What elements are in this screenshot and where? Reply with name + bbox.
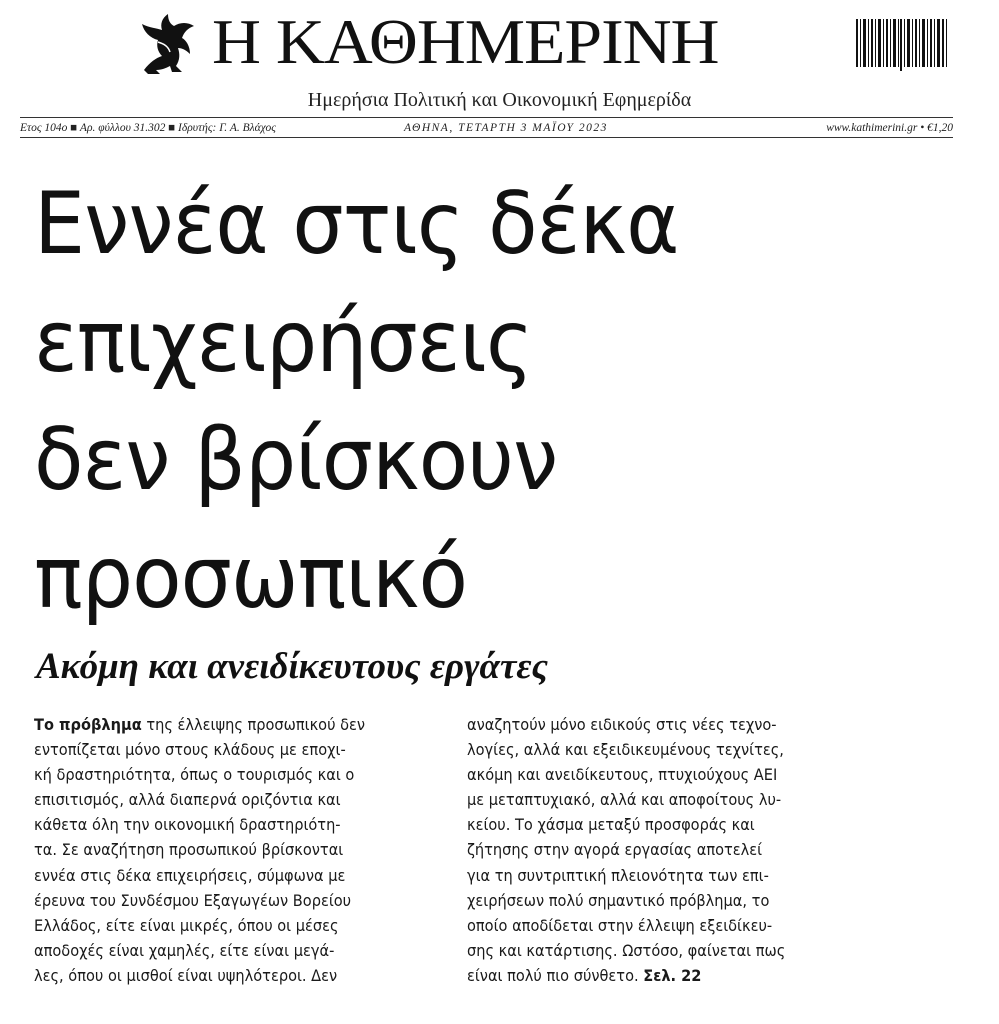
article-line: εντοπίζεται μόνο στους κλάδους με εποχι- (34, 740, 346, 760)
article-text: είναι πολύ πιο σύνθετο. (467, 965, 644, 985)
article-line: ζήτησης στην αγορά εργασίας αποτελεί (467, 840, 763, 860)
article-line: με μεταπτυχιακό, αλλά και αποφοίτους λυ- (467, 790, 782, 810)
masthead (0, 0, 999, 140)
headline-line: δεν βρίσκουν (34, 410, 558, 510)
info-bar (20, 120, 953, 136)
top-rule (20, 117, 953, 118)
article-column-2 (467, 712, 893, 988)
article-line: λες, όπου οι μισθοί είναι υψηλότεροι. Δεν (34, 965, 338, 985)
issue-info: Ετος 104ο ■ Αρ. φύλλου 31.302 ■ Ιδρυτής: Γ. Α. Βλάχος (20, 122, 276, 134)
date-line: ΑΘΗΝΑ, ΤΕΤΑΡΤΗ 3 ΜΑΪΟΥ 2023 (404, 122, 608, 134)
griffin-logo-icon (136, 12, 202, 78)
subheadline: Ακόμη και ανειδίκευτους εργάτες (36, 646, 549, 687)
article-line: κάθετα όλη την οικονομική δραστηριότη- (34, 815, 341, 835)
article-line: οποίο αποδίδεται στην έλλειψη εξειδίκευ- (467, 915, 773, 935)
article-line (34, 712, 417, 737)
article-text: της έλλειψης προσωπικού δεν (141, 715, 366, 734)
article-line: εννέα στις δέκα επιχειρήσεις, σύμφωνα με (34, 865, 346, 885)
headline-line: Εννέα στις δέκα (34, 174, 679, 274)
headline-line: προσωπικό (34, 528, 468, 628)
website-price: www.kathimerini.gr • €1,20 (826, 122, 953, 134)
article-line: λογίες, αλλά και εξειδικευμένους τεχνίτες, (467, 740, 784, 760)
article-line: για τη συντριπτική πλειονότητα των επι- (467, 865, 769, 885)
barcode-icon (852, 17, 950, 75)
article-column-1 (34, 712, 460, 988)
headline (34, 165, 934, 637)
article-line: αναζητούν μόνο ειδικούς στις νέες τεχνο- (467, 715, 777, 734)
article-line: τα. Σε αναζήτηση προσωπικού βρίσκονται (34, 840, 344, 860)
article-line: αποδοχές είναι χαμηλές, είτε είναι μεγά- (34, 940, 335, 960)
article-line: έρευνα του Συνδέσμου Εξαγωγέων Βορείου (34, 890, 352, 910)
headline-line: επιχειρήσεις (34, 292, 533, 392)
article-line: κή δραστηριότητα, όπως ο τουρισμός και ο (34, 765, 355, 785)
tagline: Ημερήσια Πολιτική και Οικονομική Εφημερίδα (307, 89, 692, 111)
paper-name: Η ΚΑΘΗΜΕΡΙΝΗ (212, 6, 719, 77)
article-line: Ελλάδος, είτε είναι μικρές, όπου οι μέσες (34, 915, 339, 935)
article-line: σης και κατάρτισης. Ωστόσο, φαίνεται πως (467, 940, 786, 960)
article-kicker: Το πρόβλημα (34, 715, 142, 734)
article-line: κείου. Το χάσμα μεταξύ προσφοράς και (467, 815, 755, 835)
article-line: χειρήσεων πολύ σημαντικό πρόβλημα, το (467, 890, 770, 910)
article-line: ακόμη και ανειδίκευτους, πτυχιούχους ΑΕΙ (467, 765, 778, 785)
bottom-rule (20, 137, 953, 138)
page-reference: Σελ. 22 (643, 965, 702, 985)
article-line: επισιτισμός, αλλά διαπερνά οριζόντια και (34, 790, 341, 810)
article-line (467, 963, 850, 988)
